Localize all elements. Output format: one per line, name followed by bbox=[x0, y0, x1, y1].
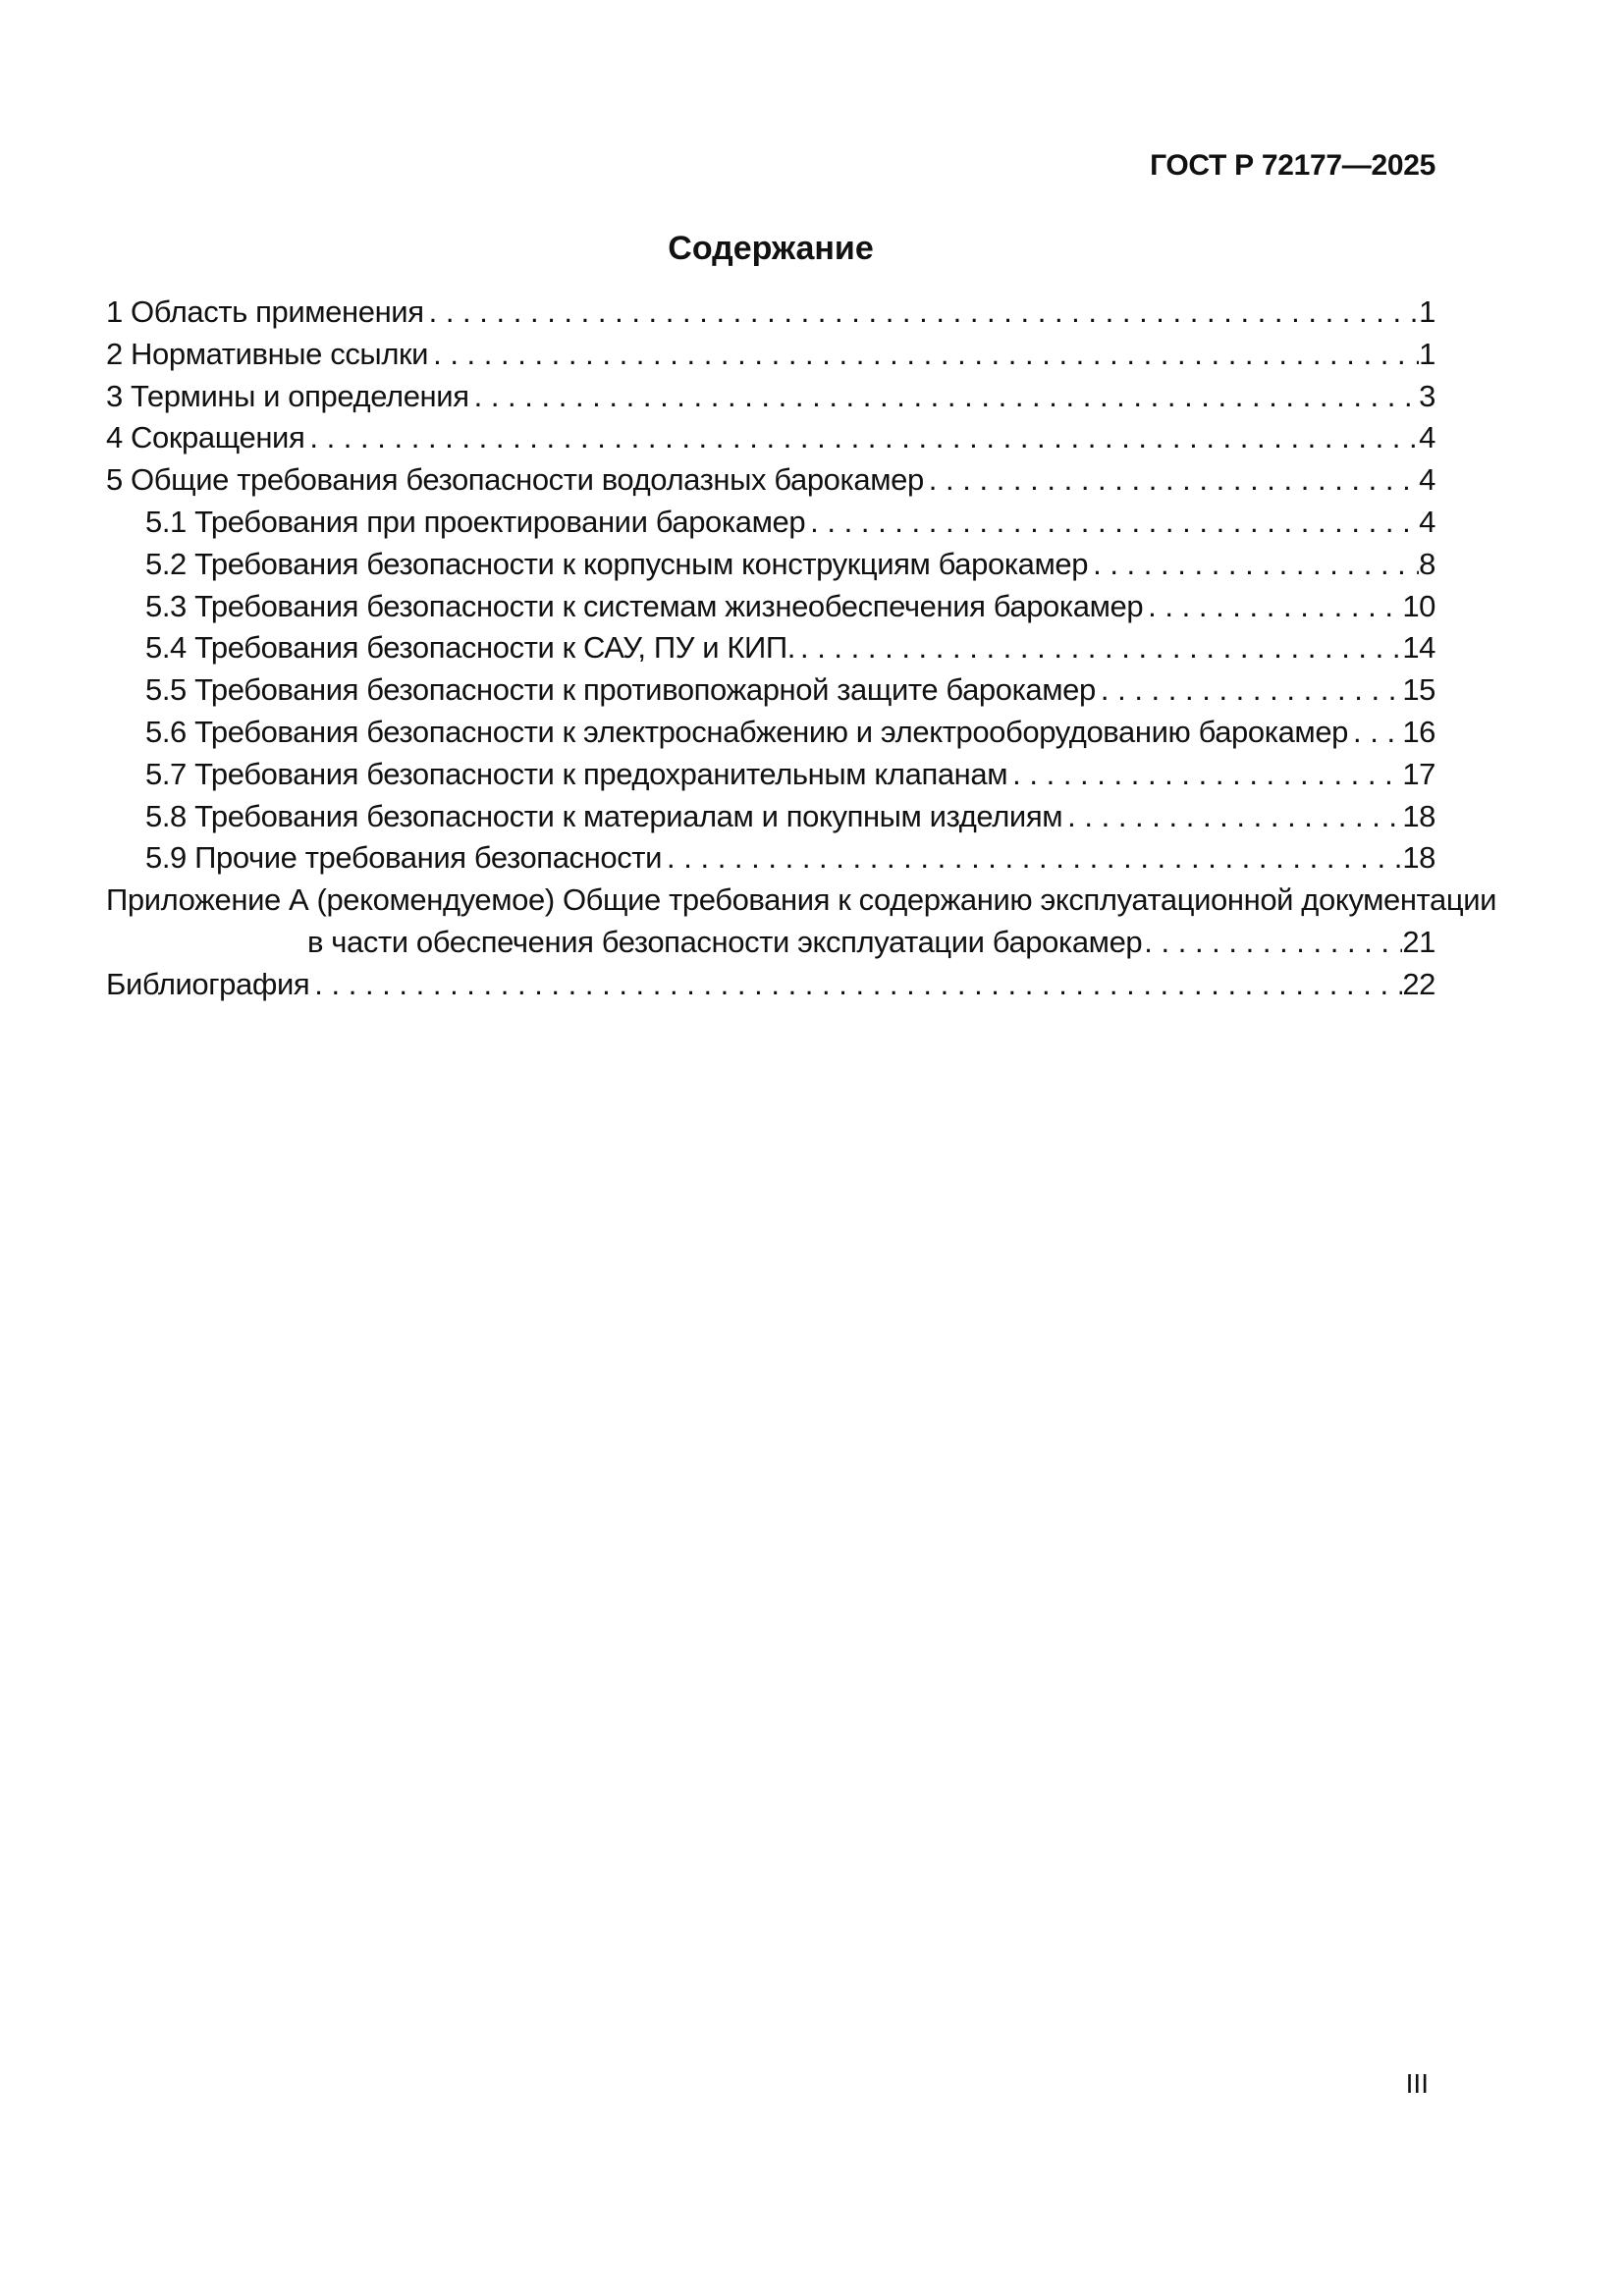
standard-number: ГОСТ Р 72177—2025 bbox=[1150, 149, 1435, 182]
toc-entry bbox=[106, 417, 1435, 459]
dot-leader bbox=[800, 627, 1402, 669]
toc-entry-page: 15 bbox=[1402, 672, 1435, 708]
toc-entry-page: 10 bbox=[1402, 588, 1435, 623]
toc-entry bbox=[106, 669, 1435, 712]
dot-leader bbox=[1012, 754, 1402, 796]
dot-leader bbox=[433, 334, 1419, 376]
page-content bbox=[106, 0, 1497, 1006]
toc-entry-page: 14 bbox=[1402, 630, 1435, 666]
dot-leader bbox=[667, 837, 1402, 880]
toc-entry bbox=[106, 754, 1435, 796]
toc-entry-page: 1 bbox=[1419, 336, 1435, 371]
toc-entry bbox=[106, 880, 1497, 922]
toc-entry bbox=[106, 796, 1435, 838]
toc-entry-page: 1 bbox=[1419, 294, 1435, 329]
toc-entry-label: 5.6 Требования безопасности к электроснабжению и электрооборудованию барокамер bbox=[145, 714, 1349, 749]
toc-entry-label: 4 Сокращения bbox=[106, 420, 305, 455]
toc-entry-page: 17 bbox=[1402, 756, 1435, 791]
toc-entry-label: 5.3 Требования безопасности к системам жизнеобеспечения барокамер bbox=[145, 588, 1144, 623]
toc-entry bbox=[106, 502, 1435, 544]
toc-entry-label: 5.5 Требования безопасности к противопожарной защите барокамер bbox=[145, 672, 1096, 708]
toc-entry-continuation bbox=[106, 922, 1435, 964]
toc-entry bbox=[106, 459, 1435, 502]
dot-leader bbox=[429, 292, 1420, 334]
toc bbox=[106, 292, 1497, 1006]
page-title: Содержание bbox=[668, 230, 874, 267]
toc-entry-label: 5.1 Требования при проектировании барокамер bbox=[145, 504, 806, 539]
toc-entry-page: 3 bbox=[1419, 378, 1435, 413]
dot-leader bbox=[1353, 712, 1402, 754]
toc-entry-page: 18 bbox=[1402, 840, 1435, 876]
toc-entry-label: 2 Нормативные ссылки bbox=[106, 336, 429, 371]
toc-entry-page: 18 bbox=[1402, 798, 1435, 833]
dot-leader bbox=[929, 459, 1419, 502]
toc-entry-label: Библиография bbox=[106, 966, 310, 1001]
toc-entry bbox=[106, 627, 1435, 669]
dot-leader bbox=[810, 502, 1419, 544]
toc-entry bbox=[106, 292, 1435, 334]
toc-entry-label: Приложение А (рекомендуемое) Общие требования к содержанию эксплуатационной документации bbox=[106, 882, 1497, 918]
dot-leader bbox=[1067, 796, 1402, 838]
toc-entry-page: 4 bbox=[1419, 504, 1435, 539]
toc-entry-label: 5.2 Требования безопасности к корпусным конструкциям барокамер bbox=[145, 546, 1089, 581]
toc-entry-label: 5 Общие требования безопасности водолазных барокамер bbox=[106, 462, 924, 498]
dot-leader bbox=[1144, 922, 1402, 964]
toc-entry bbox=[106, 837, 1435, 880]
toc-entry-label: 5.8 Требования безопасности к материалам и покупным изделиям bbox=[145, 798, 1063, 833]
toc-entry-label: 5.9 Прочие требования безопасности bbox=[145, 840, 663, 876]
toc-entry-page: 8 bbox=[1419, 546, 1435, 581]
toc-entry-page: 16 bbox=[1402, 714, 1435, 749]
toc-entry-page: 4 bbox=[1419, 462, 1435, 498]
toc-entry-label: 5.7 Требования безопасности к предохранительным клапанам bbox=[145, 756, 1008, 791]
toc-entry-label: в части обеспечения безопасности эксплуатации барокамер bbox=[307, 924, 1143, 959]
toc-entry-label: 1 Область применения bbox=[106, 294, 424, 329]
dot-leader bbox=[474, 376, 1420, 418]
dot-leader bbox=[1148, 586, 1402, 628]
toc-entry-page: 4 bbox=[1419, 420, 1435, 455]
dot-leader bbox=[314, 964, 1402, 1006]
toc-entry-label: 5.4 Требования безопасности к САУ, ПУ и КИП. bbox=[145, 630, 795, 666]
toc-entry-page: 22 bbox=[1402, 966, 1435, 1001]
toc-entry-label: 3 Термины и определения bbox=[106, 378, 469, 413]
toc-entry bbox=[106, 376, 1435, 418]
dot-leader bbox=[1101, 669, 1402, 712]
toc-entry bbox=[106, 586, 1435, 628]
toc-entry bbox=[106, 712, 1435, 754]
toc-entry-page: 21 bbox=[1402, 924, 1435, 959]
footer-page-number: III bbox=[1405, 2068, 1429, 2099]
toc-entry bbox=[106, 544, 1435, 586]
toc-entry bbox=[106, 964, 1435, 1006]
dot-leader bbox=[309, 417, 1419, 459]
toc-entry bbox=[106, 334, 1435, 376]
dot-leader bbox=[1093, 544, 1419, 586]
